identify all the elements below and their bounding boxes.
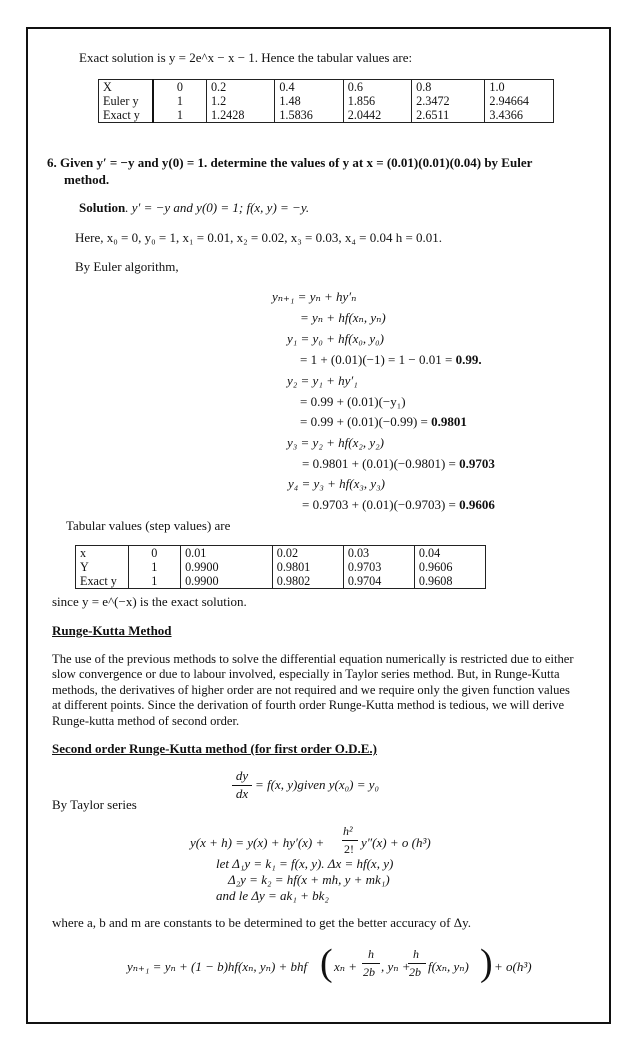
y4-formula: y₄ = y₃ + hf(x₃, y₃) (288, 476, 385, 491)
by-taylor-label: By Taylor series (52, 797, 137, 812)
taylor-lhs: y(x + h) = y(x) + hy′(x) + (190, 835, 325, 850)
solution-line (79, 200, 309, 216)
y4-expr: = 0.9703 + (0.01)(−0.9703) = (302, 497, 460, 512)
row-header-cell: Euler y (99, 94, 153, 108)
where-line: where a, b and m are constants to be determined to get the better accuracy of Δy. (52, 915, 472, 930)
final-eq-left: yₙ₊₁ = yₙ + (1 − b)hf(xₙ, yₙ) + bhf (127, 959, 308, 974)
table-cell: 2.3472 (412, 94, 485, 108)
euler-formula: yₙ₊₁ = yₙ + hy′ₙ (272, 289, 357, 304)
y3-value (302, 456, 495, 472)
table-cell: 0.8 (412, 80, 485, 95)
table-cell: 1.2 (206, 94, 274, 108)
tabular-label: Tabular values (step values) are (66, 518, 231, 533)
table-cell: 2.0442 (343, 108, 411, 123)
y1-value (300, 352, 482, 368)
y3-formula: y₃ = y₂ + hf(x₂, y₂) (287, 435, 384, 450)
table-cell: 2.6511 (412, 108, 485, 123)
y1-result: 0.99. (455, 352, 482, 367)
solution-text: . y′ = −y and y(0) = 1; f(x, y) = −y. (125, 200, 310, 215)
table-cell: 0 (153, 80, 207, 95)
by-euler-label: By Euler algorithm, (75, 259, 179, 274)
taylor-rhs: y″(x) + o (h³) (361, 835, 431, 850)
y4-result: 0.9606 (459, 497, 495, 512)
table-cell: 1 (128, 574, 181, 589)
table-cell: 1 (153, 108, 207, 123)
y2-expr: = 0.99 + (0.01)(−0.99) = (300, 414, 432, 429)
y2-formula: y₂ = y₁ + hy′₁ (287, 373, 358, 388)
euler-formula-2: = yₙ + hf(xₙ, yₙ) (300, 310, 386, 325)
table-cell: 0.01 (181, 546, 273, 561)
table-cell: 0 (128, 546, 181, 561)
table-cell: 0.9608 (414, 574, 485, 589)
row-header-cell: Y (76, 560, 129, 574)
y2-value (300, 414, 467, 430)
y2-step: = 0.99 + (0.01)(−y₁) (300, 394, 406, 409)
final-frac1-num: h (368, 947, 374, 961)
table-cell: 0.9802 (272, 574, 343, 589)
table-row (76, 560, 486, 574)
row-header-cell: Exact y (99, 108, 153, 123)
solution-label: Solution (79, 200, 126, 215)
table-cell: 0.9801 (272, 560, 343, 574)
table-row (99, 94, 554, 108)
table-cell: 0.02 (272, 546, 343, 561)
y2-result: 0.9801 (431, 414, 467, 429)
ode-denominator: dx (235, 786, 249, 801)
table-cell: 0.9900 (181, 560, 273, 574)
let-line-1: let Δ₁y = k₁ = f(x, y). Δx = hf(x, y) (216, 856, 394, 871)
y3-expr: = 0.9801 + (0.01)(−0.9801) = (302, 456, 460, 471)
let-line-2: Δ₂y = k₂ = hf(x + mh, y + mk₁) (228, 872, 390, 887)
let-line-3: and le Δy = ak₁ + bk₂ (216, 888, 329, 903)
euler-vs-exact-table (98, 79, 554, 123)
final-eq-right: + o(h³) (494, 959, 532, 974)
table-row (99, 80, 554, 95)
table-cell: 1 (153, 94, 207, 108)
second-order-rk-heading: Second order Runge-Kutta method (for first order O.D.E.) (52, 741, 377, 756)
runge-kutta-paragraph: The use of the previous methods to solve the differential equation numerically is restricted due to either slow convergence or due to labour involved, especially in Taylor series method. But, in Runge-Kutta methods, the derivatives of higher order are not required and we require only the given function values at different points. Since the derivation of fourth order Runge-Kutta method is tedious, we will derive Runge-kutta method of second order. (52, 652, 574, 728)
row-header-cell: x (76, 546, 129, 561)
table-cell: 0.9703 (343, 560, 414, 574)
final-eq-y-term: , yₙ + (381, 959, 411, 974)
table-cell: 0.03 (343, 546, 414, 561)
table-cell: 3.4366 (485, 108, 554, 123)
given-values-line: Here, x₀ = 0, y₀ = 1, x₁ = 0.01, x₂ = 0.02, x₃ = 0.03, x₄ = 0.04 h = 0.01. (75, 230, 443, 245)
runge-kutta-heading: Runge-Kutta Method (52, 623, 172, 638)
question-6-line1: 6. Given y′ = −y and y(0) = 1. determine the values of y at x = (0.01)(0.01)(0.04) by Euler (47, 155, 533, 170)
ode-numerator: dy (235, 768, 249, 783)
exact-solution-note: since y = e^(−x) is the exact solution. (52, 594, 247, 609)
table-cell: 0.9606 (414, 560, 485, 574)
table-cell: 2.94664 (485, 94, 554, 108)
question-6-line2: method. (64, 172, 110, 187)
table-cell: 0.9704 (343, 574, 414, 589)
right-paren: ) (480, 942, 493, 984)
taylor-frac-num: h² (343, 824, 353, 838)
y1-expr: = 1 + (0.01)(−1) = 1 − 0.01 = (300, 352, 456, 367)
y3-result: 0.9703 (459, 456, 495, 471)
table-row (99, 108, 554, 123)
table-cell: 0.4 (275, 80, 343, 95)
step-values-table (75, 545, 486, 589)
exact-solution-line: Exact solution is y = 2e^x − x − 1. Hence the tabular values are: (79, 50, 413, 65)
table-row (76, 546, 486, 561)
row-header-cell: Exact y (76, 574, 129, 589)
final-frac1-den: 2b (363, 965, 375, 979)
y4-value (302, 497, 495, 513)
table-cell: 1.856 (343, 94, 411, 108)
table-cell: 1.0 (485, 80, 554, 95)
final-eq-f-term: f(xₙ, yₙ) (428, 959, 469, 974)
table-cell: 1.2428 (206, 108, 274, 123)
table-cell: 1 (128, 560, 181, 574)
table-row (76, 574, 486, 589)
table-cell: 0.04 (414, 546, 485, 561)
y1-formula: y₁ = y₀ + hf(x₀, y₀) (287, 331, 384, 346)
final-eq-x-term: xₙ + (334, 959, 358, 974)
table-cell: 1.5836 (275, 108, 343, 123)
ode-rhs: = f(x, y)given y(x₀) = y₀ (255, 777, 380, 792)
table-cell: 0.6 (343, 80, 411, 95)
left-paren: ( (320, 942, 333, 984)
row-header-cell: X (99, 80, 153, 95)
final-frac2-num: h (413, 947, 419, 961)
table-cell: 0.9900 (181, 574, 273, 589)
table-cell: 1.48 (275, 94, 343, 108)
table-cell: 0.2 (206, 80, 274, 95)
taylor-frac-den: 2! (344, 842, 354, 856)
final-frac2-den: 2b (409, 965, 421, 979)
